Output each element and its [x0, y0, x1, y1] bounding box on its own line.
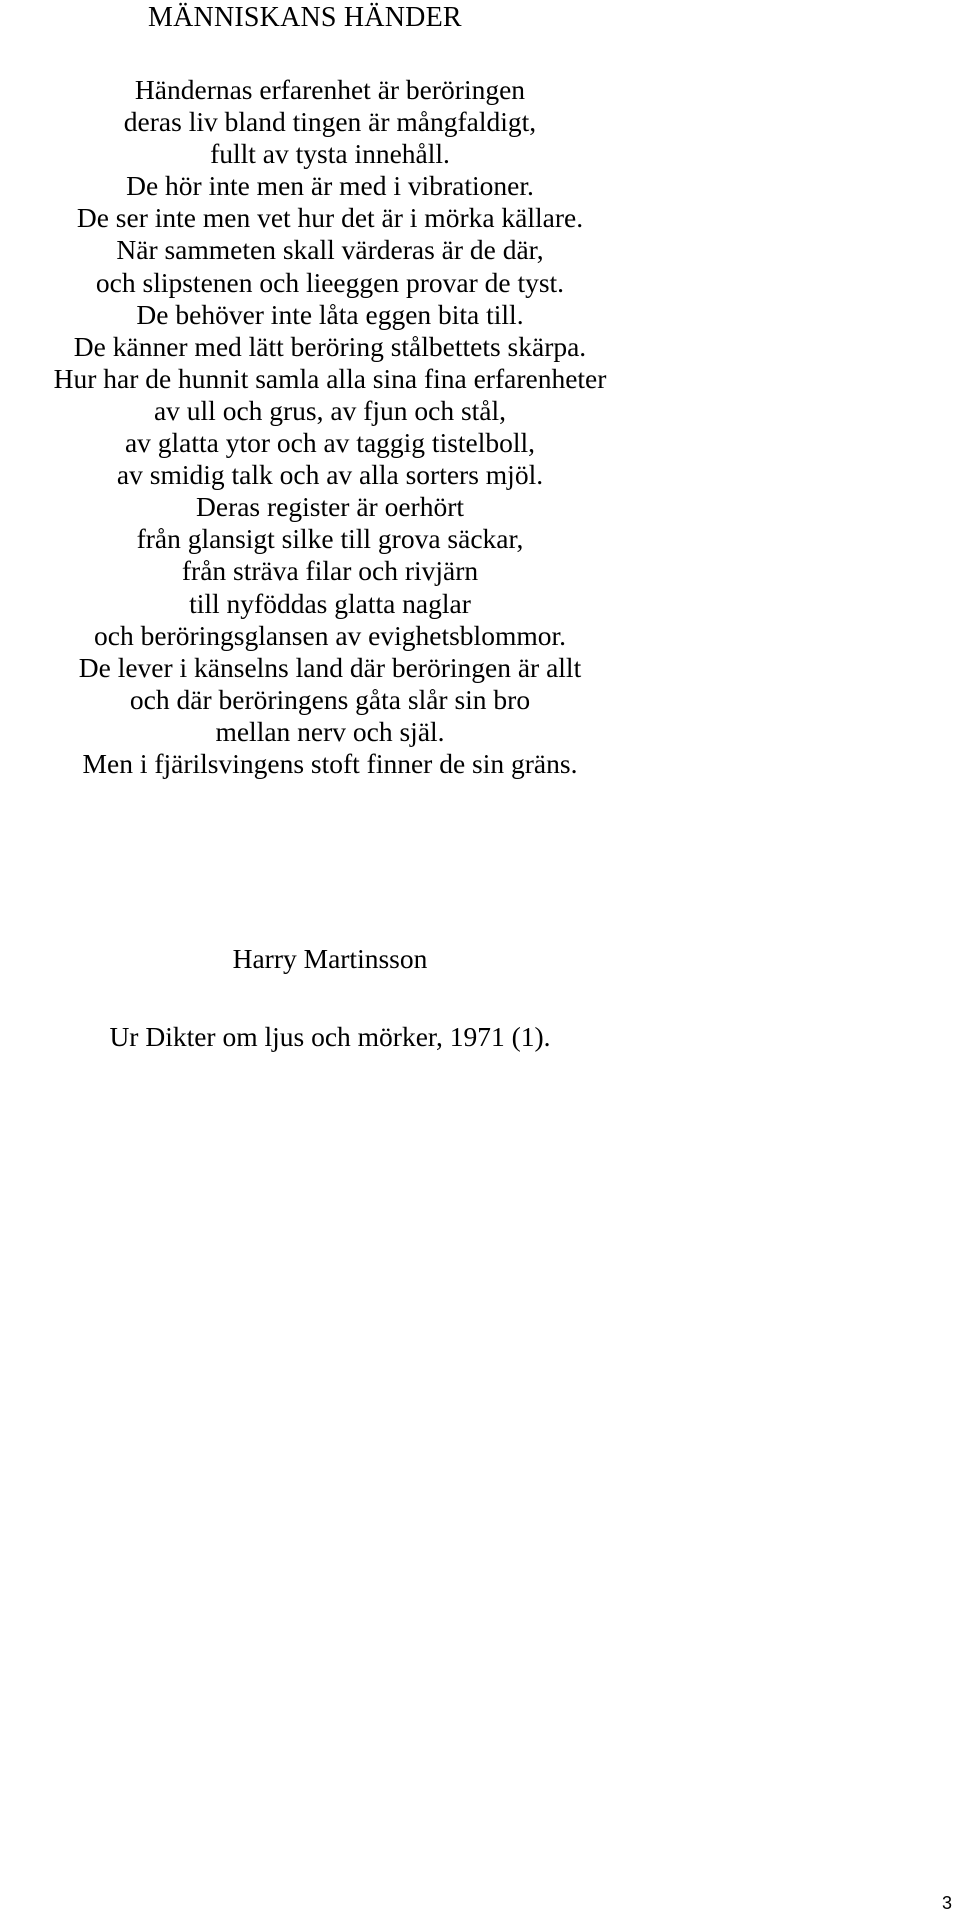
poem-title: MÄNNISKANS HÄNDER	[148, 2, 462, 33]
poem-line: De hör inte men är med i vibrationer.	[126, 170, 534, 202]
poem-line: till nyföddas glatta naglar	[189, 587, 471, 619]
poem-line: De ser inte men vet hur det är i mörka källare.	[76, 202, 584, 234]
poem-author: Harry Martinsson	[232, 943, 428, 974]
poem-line: Men i fjärilsvingens stoft finner de sin gräns.	[82, 747, 578, 779]
poem-line: Hur har de hunnit samla alla sina fina erfarenheter	[53, 362, 607, 394]
page-number: 3	[941, 1893, 952, 1913]
poem-line: fullt av tysta innehåll.	[210, 138, 450, 170]
poem-source: Ur Dikter om ljus och mörker, 1971 (1).	[109, 1021, 551, 1052]
poem-line: Deras register är oerhört	[196, 491, 464, 523]
poem-line: De lever i känselns land där beröringen är allt	[78, 651, 582, 683]
poem-line: mellan nerv och själ.	[215, 715, 445, 747]
poem-line: och slipstenen och lieeggen provar de tyst.	[95, 266, 565, 298]
poem-line: deras liv bland tingen är mångfaldigt,	[123, 106, 537, 138]
poem-line: av ull och grus, av fjun och stål,	[153, 394, 507, 426]
poem-line: av glatta ytor och av taggig tistelboll,	[124, 427, 536, 459]
poem-body	[0, 74, 660, 780]
poem-line: De behöver inte låta eggen bita till.	[136, 298, 524, 330]
poem-line: från sträva filar och rivjärn	[181, 555, 479, 587]
poem-line: När sammeten skall värderas är de där,	[116, 234, 544, 266]
poem-line: Händernas erfarenhet är beröringen	[134, 74, 526, 105]
poem-line: och där beröringens gåta slår sin bro	[129, 683, 531, 715]
poem-line: De känner med lätt beröring stålbettets skärpa.	[73, 330, 587, 362]
poem-line: från glansigt silke till grova säckar,	[136, 523, 524, 555]
poem-line: av smidig talk och av alla sorters mjöl.	[116, 459, 544, 491]
poem-line: och beröringsglansen av evighetsblommor.	[94, 619, 566, 651]
